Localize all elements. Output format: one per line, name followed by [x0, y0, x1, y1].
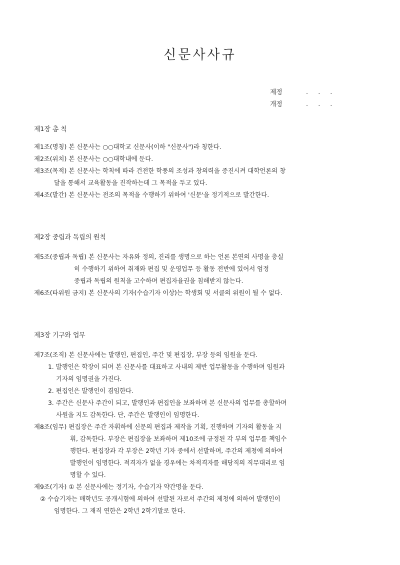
- article-2: 제2조(위치) 본 신문사는 ○○대학내에 둔다.: [34, 156, 154, 163]
- article-3-cont: 달을 통해서 교육활동을 진작하는데 그 목적을 두고 있다.: [54, 180, 208, 187]
- article-9-para-2-cont: 임명한다. 그 재직 연한은 2학년 2학기말로 한다.: [54, 508, 186, 515]
- revise-label: 개정: [270, 100, 283, 108]
- article-1: 제1조(명칭) 본 신문사는 ○○대학교 신문사(이하 "신문사")라 칭한다.: [34, 144, 222, 151]
- revise-row: [270, 98, 336, 110]
- chapter-1-body: [34, 142, 380, 202]
- article-8: 제8조(임무) 편집장은 주간 자휘하에 신문의 편집과 제작을 기획, 진행하며 기자의 활동을 지: [34, 424, 282, 431]
- article-4: 제4조(발간) 본 신문사는 전조의 목적을 수행하기 위하여 '신문'을 정기적으로 발간한다.: [34, 192, 270, 199]
- enact-row: [270, 86, 336, 98]
- date-table: [270, 86, 336, 110]
- article-6: 제6조(타위원 금지) 본 신문사의 기자(수습기자 이상)는 학생회 및 서클의 위원이 될 수 없다.: [34, 290, 283, 297]
- article-8-cont-1: 휘, 감독한다. 부장은 편집장을 보좌하며 제10조에 규정된 각 부의 업무를 책임수: [70, 436, 287, 443]
- article-3: 제3조(목적) 본 신문사는 학칙에 따라 건전한 학풍의 조성과 창의력을 증진시켜 대학언론의 창: [34, 168, 286, 175]
- article-7-item-3: 3. 주간은 신문사 주간이 되고, 발행인과 편집인을 보좌하며 본 신문사의 업무를 총할하며: [48, 400, 287, 407]
- article-7-item-1-cont: 기자의 임명권을 가진다.: [56, 376, 122, 383]
- chapter-3-heading: 제3장 기구와 업무: [34, 331, 86, 339]
- chapter-1-heading: 제1장 총 칙: [34, 125, 67, 133]
- article-7-item-3-cont: 사원을 지도 감독한다. 단, 주간은 발행인이 임명한다.: [56, 412, 200, 419]
- article-9-para-2: ② 수습기자는 매학년도 공개시험에 의하여 선발된 자로서 주간의 제청에 의하여 발행인이: [40, 496, 281, 503]
- enact-value: . . .: [306, 88, 337, 96]
- enact-label: 제정: [270, 88, 283, 96]
- chapter-2-heading: 제2장 중립과 독립의 원칙: [34, 233, 106, 241]
- chapter-2-body: [34, 252, 380, 300]
- article-7-item-2: 2. 편집인은 발행인이 겸임한다.: [48, 388, 134, 395]
- article-8-cont-4: 명할 수 있다.: [70, 472, 106, 479]
- article-9: 제9조(기자) ① 본 신문사에는 정기자, 수습기자 약간명을 둔다.: [34, 484, 204, 491]
- article-5: 제5조(중립과 독립) 본 신문사는 자유와 정의, 진리를 생명으로 하는 언론 본연의 사명을 충실: [34, 254, 284, 261]
- article-5-cont-2: 중립과 독립의 원칙을 고수하며 편집자율권을 침해받지 않는다.: [74, 278, 244, 285]
- article-7-item-1: 1. 발행인은 학장이 되며 본 신문사를 대표하고 사내의 제반 업무활동을 수행하며 임원과: [48, 364, 285, 371]
- article-8-cont-3: 발행인이 임명한다. 적격자가 없을 경우에는 차적격자를 해당직의 직무대리로 임: [70, 460, 285, 467]
- revise-value: . . .: [306, 100, 337, 108]
- document-title: 신문사사규: [163, 48, 237, 63]
- article-8-cont-2: 행한다. 편집장과 각 부장은 2학년 기자 중에서 선발하며, 주간의 제청에 의하여: [70, 448, 283, 455]
- chapter-3-body: [34, 350, 380, 518]
- article-7: 제7조(조직) 본 신문사에는 발행인, 편집인, 주간 및 편집장, 부장 등의 임원을 둔다.: [34, 352, 258, 359]
- article-5-cont-1: 히 수행하기 위하여 취재와 편집 및 운영업무 등 활동 전반에 있어서 엄정: [74, 266, 269, 273]
